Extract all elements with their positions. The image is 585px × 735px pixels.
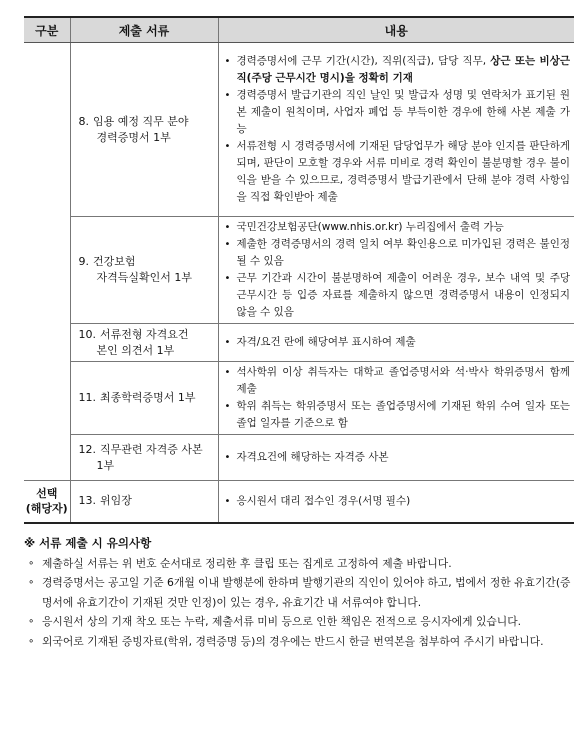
document-number: 8. — [78, 114, 89, 128]
bullet-list — [223, 449, 571, 466]
bullet-item — [223, 364, 571, 398]
bullet-text-part: 경력증명서 발급기관의 직인 날인 및 발급자 성명 및 연락처가 표기된 원본 제출이 원칙이며, 사업자 폐업 등 부득이한 경우에 한해 사본 제출 가능 — [236, 89, 570, 135]
bullet-text-part: 석사학위 이상 취득자는 대학교 졸업증명서와 석·박사 학위증명서 함께 제출 — [236, 366, 570, 395]
document-name-line1: 임용 예정 직무 분야 — [93, 114, 189, 128]
bullet-item — [223, 493, 571, 510]
bullet-dot-icon: • — [224, 141, 231, 152]
header-documents: 제출 서류 — [70, 17, 218, 43]
submission-notes — [24, 534, 574, 652]
table-row — [24, 324, 574, 362]
document-name-line2: 경력증명서 1부 — [96, 130, 171, 144]
header-category: 구분 — [24, 17, 70, 43]
document-name-line1: 최종학력증명서 1부 — [100, 391, 196, 404]
bullet-list — [223, 219, 571, 321]
bullet-item — [223, 138, 571, 206]
document-name-cell — [70, 217, 218, 324]
bullet-text-part: 자격요건에 해당하는 자격증 사본 — [236, 451, 389, 463]
document-name-line2: 자격득실확인서 1부 — [96, 271, 193, 284]
document — [24, 16, 574, 651]
document-name-cell — [70, 324, 218, 362]
circle-bullet-icon: ∘ — [28, 616, 35, 627]
bullet-text-part: 국민건강보험공단(www.nhis.or.kr) 누리집에서 출력 가능 — [236, 221, 504, 233]
bullet-text-part: 자격/요건 란에 해당여부 표시하여 제출 — [236, 336, 416, 348]
document-name-cell — [70, 362, 218, 435]
bullet-list — [223, 334, 571, 351]
bullet-item — [223, 270, 571, 321]
table-row — [24, 217, 574, 324]
bullet-item — [223, 398, 571, 432]
bullet-dot-icon: • — [224, 367, 231, 378]
content-cell — [218, 217, 574, 324]
content-cell — [218, 362, 574, 435]
bullet-list — [223, 53, 571, 206]
table-row — [24, 435, 574, 481]
bullet-dot-icon: • — [224, 90, 231, 101]
bullet-text-part: 응시원서 대리 접수인 경우(서명 필수) — [236, 494, 411, 507]
note-item — [24, 573, 574, 612]
bullet-dot-icon: • — [224, 401, 231, 412]
note-text: 제출하실 서류는 위 번호 순서대로 정리한 후 클립 또는 집게로 고정하여 제출 바랍니다. — [42, 556, 452, 570]
bullet-text-part: 경력증명서에 근무 기간(시간), 직위(직급), 담당 직무, — [236, 55, 491, 67]
note-text: 경력증명서는 공고일 기준 6개월 이내 발행분에 한하며 발행기관의 직인이 있어야 하고, 법에서 정한 유효기간(증명서에 유효기간이 기재된 것만 인정)이 있는 경우, 유효기간 내 서류여야 합니다. — [42, 576, 571, 609]
header-content: 내용 — [218, 17, 574, 43]
note-text: 외국어로 기재된 증빙자료(학위, 경력증명 등)의 경우에는 반드시 한글 번역본을 첨부하여 주시기 바랍니다. — [42, 634, 544, 648]
bullet-item — [223, 334, 571, 351]
bullet-text-part: 제출한 경력증명서의 경력 일치 여부 확인용으로 미가입된 경력은 불인정 될 수 있음 — [236, 238, 570, 267]
bullet-item — [223, 236, 571, 270]
bullet-dot-icon: • — [224, 337, 231, 348]
document-number: 10. — [78, 327, 96, 341]
document-name-cell — [70, 435, 218, 481]
content-cell — [218, 481, 574, 523]
category-cell-optional — [24, 481, 70, 523]
category-label-line2: (해당자) — [25, 502, 68, 516]
bullet-text-part: 근무 기간과 시간이 불분명하여 제출이 어려운 경우, 보수 내역 및 주당 근무시간 등 입증 자료를 제출하지 않으면 경력증명서 내용이 인정되지 않을 수 있음 — [236, 272, 570, 318]
document-name-line2: 본인 의견서 1부 — [96, 343, 175, 357]
document-name-line1: 서류전형 자격요건 — [100, 327, 189, 341]
document-number: 12. — [78, 442, 96, 456]
note-text: 응시원서 상의 기재 착오 또는 누락, 제출서류 미비 등으로 인한 책임은 전적으로 응시자에게 있습니다. — [42, 615, 522, 628]
content-cell — [218, 435, 574, 481]
bullet-text-part: 서류전형 시 경력증명서에 기재된 담당업무가 해당 분야 인지를 판단하게 되며, 판단이 모호할 경우와 서류 미비로 경력 확인이 불분명할 경우 불이익을 받을 수 있으므로, 경력증명서 발급기관에서 단해 분야 경력 사항임을 직접 확인받아 제출 — [236, 140, 570, 203]
document-number: 11. — [78, 391, 96, 404]
circle-bullet-icon: ∘ — [28, 635, 35, 647]
document-name-line2: 1부 — [96, 458, 115, 472]
category-label-line1: 선택 — [36, 487, 58, 501]
notes-list — [24, 554, 574, 652]
table-header-row — [24, 17, 574, 43]
circle-bullet-icon: ∘ — [28, 577, 35, 588]
bullet-dot-icon: • — [224, 56, 231, 67]
note-item — [24, 612, 574, 632]
category-cell-required — [24, 43, 70, 481]
content-cell — [218, 324, 574, 362]
required-documents-table — [24, 16, 574, 524]
bullet-item — [223, 53, 571, 87]
document-name-line1: 건강보험 — [93, 255, 136, 268]
document-name-cell — [70, 481, 218, 523]
document-name-cell — [70, 43, 218, 217]
bullet-text-part: 학위 취득는 학위증명서 또는 졸업증명서에 기재된 학위 수여 일자 또는 졸업 일자를 기준으로 함 — [236, 400, 570, 429]
bullet-text-bold: 상근 또는 비상근직(주당 근무시간 명시)을 정확히 기재 — [236, 55, 570, 84]
bullet-item — [223, 87, 571, 138]
bullet-item — [223, 449, 571, 466]
note-item — [24, 632, 574, 652]
bullet-dot-icon: • — [224, 239, 231, 250]
document-number: 9. — [78, 255, 89, 268]
note-item — [24, 554, 574, 574]
content-cell — [218, 43, 574, 217]
bullet-dot-icon: • — [224, 495, 231, 507]
table-row — [24, 43, 574, 217]
circle-bullet-icon: ∘ — [28, 557, 35, 569]
document-name-line1: 직무관련 자격증 사본 — [100, 442, 203, 456]
bullet-list — [223, 364, 571, 432]
notes-title: ※ 서류 제출 시 유의사항 — [24, 535, 152, 550]
document-name-line1: 위임장 — [100, 494, 132, 508]
table-row — [24, 362, 574, 435]
bullet-dot-icon: • — [224, 452, 231, 463]
document-number: 13. — [78, 494, 96, 508]
bullet-dot-icon: • — [224, 222, 231, 233]
bullet-dot-icon: • — [224, 273, 231, 284]
bullet-list — [223, 493, 571, 510]
table-row — [24, 481, 574, 523]
bullet-item — [223, 219, 571, 236]
